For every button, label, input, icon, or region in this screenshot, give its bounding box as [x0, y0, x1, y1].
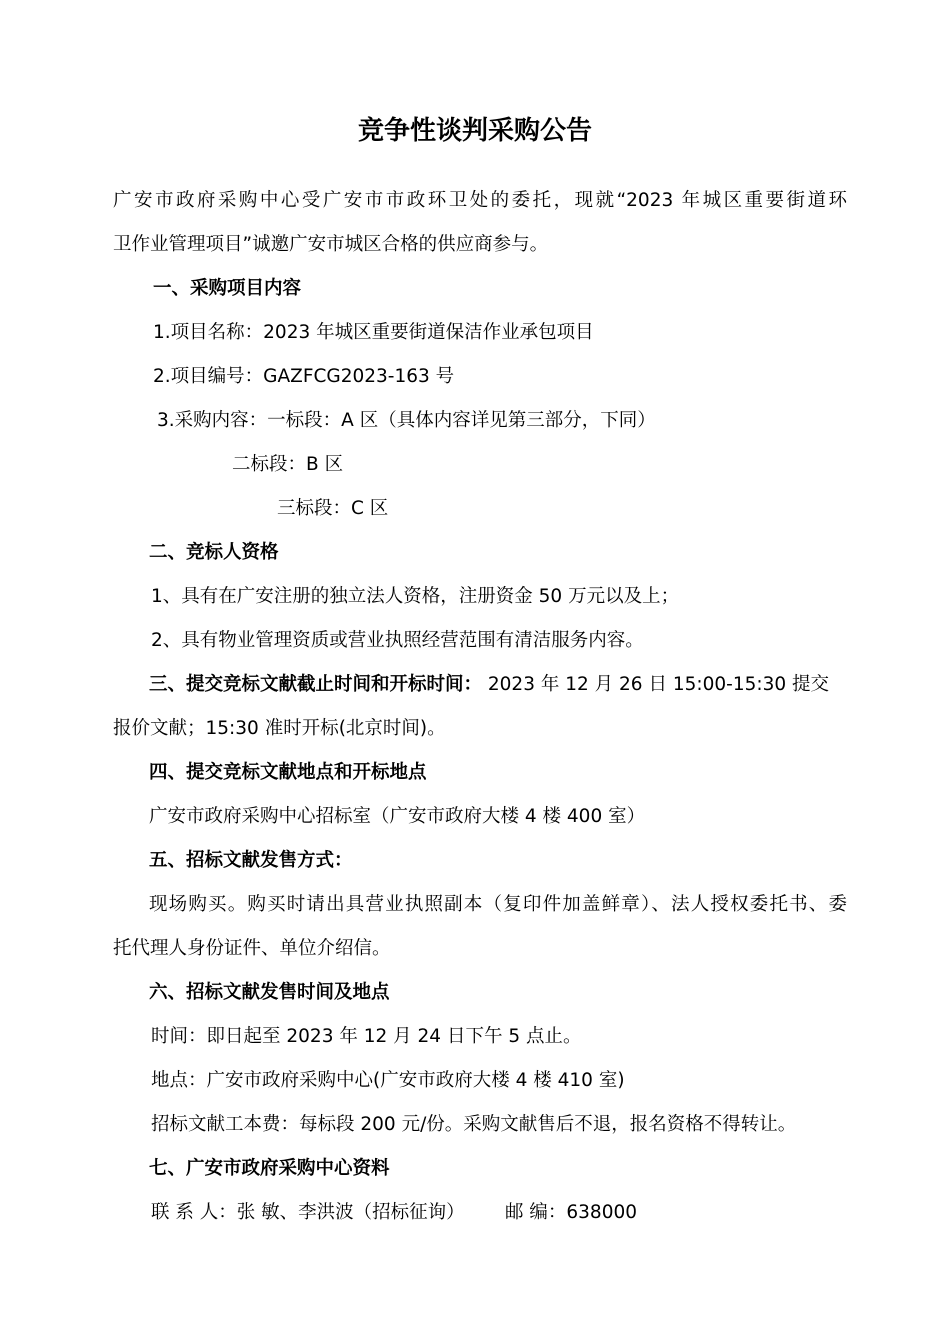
sale-place: 地点：广安市政府采购中心(广安市政府大楼 4 楼 410 室) — [151, 1070, 625, 1091]
section3-line-2: 报价文献；15:30 准时开标(北京时间)。 — [113, 718, 446, 739]
contact-person: 联 系 人：张 敏、李洪波（招标征询） — [151, 1202, 465, 1223]
procurement-content-lot1: 3.采购内容：一标段：A 区（具体内容详见第三部分，下同） — [157, 410, 656, 431]
section6-heading: 六、招标文献发售时间及地点 — [149, 982, 390, 1003]
sale-time: 时间：即日起至 2023 年 12 月 24 日下午 5 点止。 — [151, 1026, 582, 1047]
section3-line-1 — [149, 672, 829, 698]
procurement-content-lot3: 三标段：C 区 — [277, 498, 389, 519]
intro-line-1: 广安市政府采购中心受广安市市政环卫处的委托，现就“2023 年城区重要街道环 — [113, 190, 847, 211]
project-name: 1.项目名称：2023 年城区重要街道保洁作业承包项目 — [153, 322, 594, 343]
project-number: 2.项目编号：GAZFCG2023-163 号 — [153, 366, 455, 387]
intro-line-2: 卫作业管理项目”诚邀广安市城区合格的供应商参与。 — [113, 234, 549, 255]
postcode: 邮 编：638000 — [505, 1202, 638, 1223]
document-fee: 招标文献工本费：每标段 200 元/份。采购文献售后不退，报名资格不得转让。 — [151, 1114, 797, 1135]
procurement-content-lot2: 二标段：B 区 — [232, 454, 344, 475]
sale-method-line-2: 托代理人身份证件、单位介绍信。 — [113, 938, 391, 959]
document-title: 竞争性谈判采购公告 — [357, 116, 592, 146]
section1-heading: 一、采购项目内容 — [153, 278, 302, 299]
section2-heading: 二、竞标人资格 — [149, 542, 279, 563]
sale-method-line-1: 现场购买。购买时请出具营业执照副本（复印件加盖鲜章）、法人授权委托书、委 — [149, 894, 847, 915]
section5-heading: 五、招标文献发售方式： — [149, 850, 353, 871]
qualification-2: 2、具有物业管理资质或营业执照经营范围有清洁服务内容。 — [151, 630, 644, 651]
bid-location: 广安市政府采购中心招标室（广安市政府大楼 4 楼 400 室） — [149, 806, 646, 827]
section4-heading: 四、提交竞标文献地点和开标地点 — [149, 762, 427, 783]
section3-heading: 三、提交竞标文献截止时间和开标时间： — [149, 674, 483, 695]
section7-heading: 七、广安市政府采购中心资料 — [149, 1158, 390, 1179]
section3-deadline: 2023 年 12 月 26 日 15:00-15:30 提交 — [482, 674, 830, 695]
qualification-1: 1、具有在广安注册的独立法人资格，注册资金 50 万元以及上； — [151, 586, 680, 607]
